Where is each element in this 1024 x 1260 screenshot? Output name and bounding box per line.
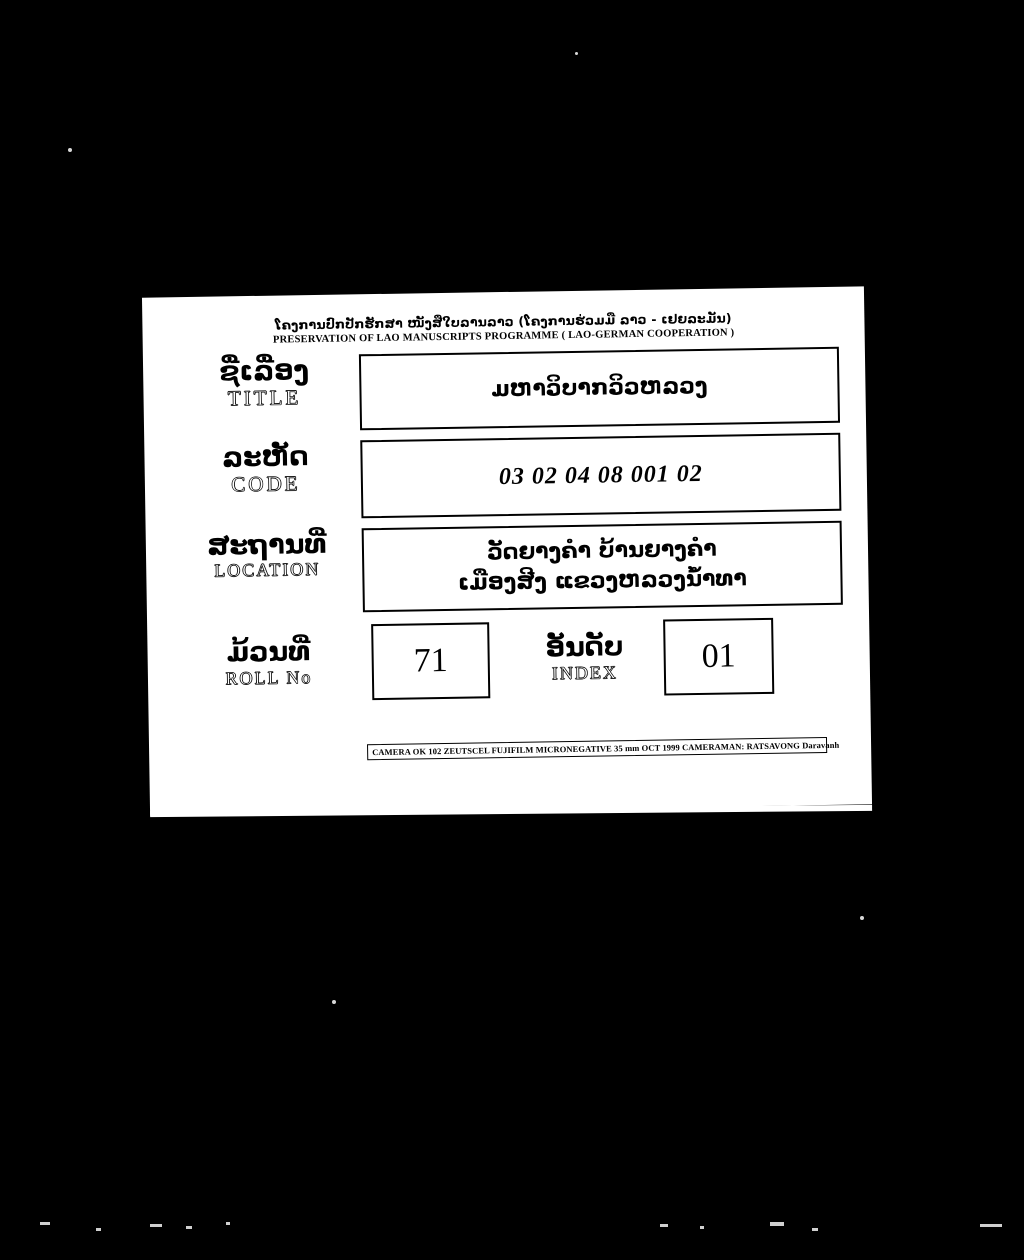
film-edge-artifact xyxy=(40,1222,50,1225)
code-label-en: CODE xyxy=(231,471,301,497)
location-row xyxy=(172,521,843,616)
film-edge-artifact xyxy=(660,1224,668,1227)
code-label-lao: ລະຫັດ xyxy=(222,441,309,474)
location-value-box xyxy=(362,521,843,613)
roll-label-en: ROLL No xyxy=(225,666,313,689)
title-row xyxy=(169,347,840,434)
index-number-box xyxy=(663,618,774,696)
index-number-value: 01 xyxy=(701,637,736,675)
film-edge-artifact xyxy=(226,1222,230,1225)
index-label-group xyxy=(545,631,624,684)
camera-footer-strip: CAMERA OK 102 ZEUTSCEL FUJIFILM MICRONEGATIVE 35 mm OCT 1999 CAMERAMAN: RATSAVONG Daravanh xyxy=(367,737,827,760)
roll-label-group xyxy=(173,638,364,690)
roll-number-box xyxy=(371,622,490,700)
film-speck xyxy=(68,148,72,152)
index-label-en: INDEX xyxy=(551,662,619,684)
location-label-lao: ສະຖານທີ່ xyxy=(206,528,327,562)
film-edge-artifact xyxy=(980,1224,1002,1227)
header-lao-text: ໂຄງການປົກປັກຮັກສາ ໜັງສືໃບລານລາວ (ໂຄງການຮ່ວມມື ລາວ - ເຢຍລະມັນ) xyxy=(274,310,732,333)
location-value-line1: ວັດຍາງຄຳ ບ້ານຍາງຄຳ xyxy=(487,537,717,566)
film-speck xyxy=(332,1000,336,1004)
title-label-lao: ຊື່ເລື່ອງ xyxy=(219,355,310,388)
film-edge-artifact xyxy=(770,1222,784,1226)
roll-index-row xyxy=(173,617,844,704)
index-label-lao: ອັນດັບ xyxy=(545,631,624,664)
film-speck xyxy=(575,52,578,55)
microfilm-target-card xyxy=(142,286,872,815)
film-edge-artifact xyxy=(700,1226,704,1229)
film-edge-artifact xyxy=(186,1226,192,1229)
film-edge-artifact xyxy=(96,1228,101,1231)
code-row xyxy=(170,433,841,522)
code-label-group xyxy=(170,440,361,521)
code-value-box xyxy=(360,433,841,519)
location-label-en: LOCATION xyxy=(214,559,321,581)
roll-label-lao: ມ້ວນທີ່ xyxy=(226,636,311,669)
title-value: ມຫາວິບາກວິວຫລວງ xyxy=(491,373,708,403)
location-value-lines xyxy=(457,535,747,599)
title-label-en: TITLE xyxy=(227,385,302,411)
title-label-group xyxy=(169,354,360,433)
header-english-text: PRESERVATION OF LAO MANUSCRIPTS PROGRAMME ( LAO-GERMAN COOPERATION ) xyxy=(272,327,735,346)
film-speck xyxy=(860,916,864,920)
location-label-group xyxy=(172,528,363,615)
title-value-box xyxy=(359,347,840,431)
film-edge-artifact xyxy=(150,1224,162,1227)
location-value-line2: ເມືອງສີງ ແຂວງຫລວງນ້ຳທາ xyxy=(457,566,748,596)
roll-number-value: 71 xyxy=(413,641,449,680)
film-edge-artifact xyxy=(812,1228,818,1231)
code-value: 03 02 04 08 001 02 xyxy=(498,460,704,490)
